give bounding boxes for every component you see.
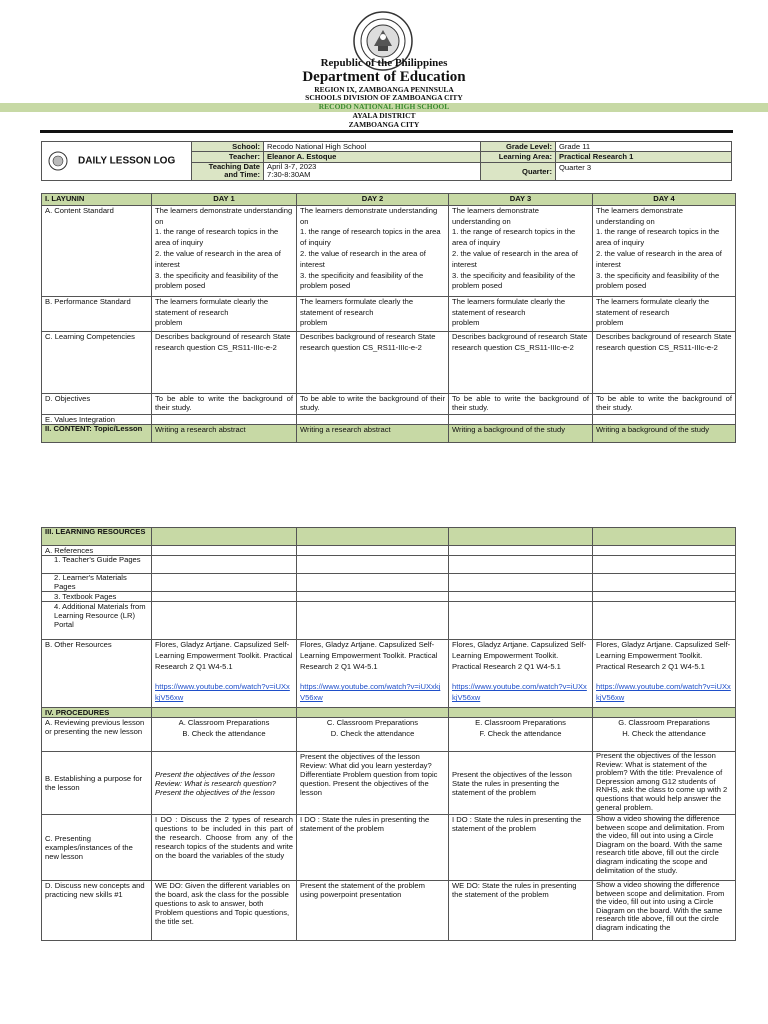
date-range: April 3-7, 2023 [267,162,317,171]
objectives-table [41,193,736,443]
other-resources-label: B. Other Resources [42,640,152,708]
time-range: 7:30-8:30AM [267,170,311,180]
textbook-pages-label: 3. Textbook Pages [42,592,152,602]
proc-day1 [152,708,297,718]
reviewing-day4 [593,718,736,752]
am-day1 [152,602,297,640]
youtube-link[interactable]: https://www.youtube.com/watch?v=iUXxkjV56xw [596,682,731,703]
lr-day4 [593,528,736,546]
tb-day4 [593,592,736,602]
objectives-day4: To be able to write the background of their study. [593,393,736,414]
content-standard-day3: The learners demonstrate understanding on 1. the range of research topics in the area of inquiry 2. the value of research in the area of interest 3. the specificity and feasibility of the problem posed [449,205,593,296]
header-divider [40,130,733,133]
procedures-table [41,527,736,941]
school-value: Recodo National High School [264,142,481,152]
lr-day3 [449,528,593,546]
purpose-day1: Present the objectives of the lesson Review: What is research question? Present the objectives of the lesson [152,752,297,815]
resource-citation: Flores, Gladyz Artjane. Capsulized Self-Learning Empowerment Toolkit. Practical Research 2 Q1 W4-5.1 [452,640,587,671]
lr-day1 [152,528,297,546]
city-line: ZAMBOANGA CITY [348,120,420,129]
tg-day3 [449,556,593,574]
area-label: Learning Area: [481,152,556,162]
tg-day1 [152,556,297,574]
purpose-day4: Present the objectives of the lesson Review: What is statement of the problem? With the title: Prevalence of Depression among G12 students of RNHS, ask the class to come up with 2 questions that would help answer the general problem. [593,752,736,815]
performance-standard-day1: The learners formulate clearly the statement of research problem [152,296,297,331]
other-resources-day4 [593,640,736,708]
area-value: Practical Research 1 [556,152,732,162]
day-4-header: DAY 4 [593,194,736,206]
list-item: C. Classroom Preparations [326,718,419,727]
tb-day2 [297,592,449,602]
list-item: G. Classroom Preparations [618,718,710,727]
school-label: School: [192,142,264,152]
lesson-info-table [41,141,732,181]
department-line: Department of Education [302,69,466,85]
other-resources-day2 [297,640,449,708]
reviewing-label: A. Reviewing previous lesson or presenting the new lesson [42,718,152,752]
values-day1 [152,414,297,424]
list-item: A. Classroom Preparations [178,718,270,727]
day-2-header: DAY 2 [297,194,449,206]
discuss-day4: Show a video showing the difference between scope and delimitation. From the video, fill out into using a Circle Diagram on the board. With the same research title above, fill out the circle diagram indicating the [593,881,736,941]
district-line: AYALA DISTRICT [352,111,416,120]
discuss-label: D. Discuss new concepts and practicing new skills #1 [42,881,152,941]
ref-day4 [593,546,736,556]
lm-day1 [152,574,297,592]
presenting-day2: I DO : State the rules in presenting the statement of the problem [297,815,449,881]
date-label: Teaching Date and Time: [192,162,264,180]
discuss-day2: Present the statement of the problem using powerpoint presentation [297,881,449,941]
proc-day4 [593,708,736,718]
values-day4 [593,414,736,424]
content-day3: Writing a background of the study [449,424,593,442]
competencies-day1: Describes background of research State research question CS_RS11-IIIc-e-2 [152,331,297,393]
list-item: D. Check the attendance [330,728,415,738]
deped-small-logo [48,151,68,171]
discuss-day3: WE DO: State the rules in presenting the statement of the problem [449,881,593,941]
other-resources-day1 [152,640,297,708]
ref-day1 [152,546,297,556]
teachers-guide-label: 1. Teacher's Guide Pages [42,556,152,574]
content-standard-label: A. Content Standard [42,205,152,296]
ref-day2 [297,546,449,556]
content-day2: Writing a research abstract [297,424,449,442]
division-line: SCHOOLS DIVISION OF ZAMBOANGA CITY [305,93,463,102]
objectives-day2: To be able to write the background of their study. [297,393,449,414]
content-standard-day2: The learners demonstrate understanding on 1. the range of research topics in the area of inquiry 2. the value of research in the area of interest 3. the specificity and feasibility of the problem posed [297,205,449,296]
resource-citation: Flores, Gladyz Artjane. Capsulized Self-Learning Empowerment Toolkit. Practical Research 2 Q1 W4-5.1 [155,640,293,671]
presenting-day4: Show a video showing the difference between scope and delimitation. From the video, fill out into using a Circle Diagram on the board. With the same research title above, fill out the circle diagram indicating the scope and delimitation of the study. [593,815,736,881]
other-resources-day3 [449,640,593,708]
references-label: A. References [42,546,152,556]
competencies-day3: Describes background of research State research question CS_RS11-IIIc-e-2 [449,331,593,393]
quarter-label: Quarter: [481,162,556,180]
youtube-link[interactable]: https://www.youtube.com/watch?v=iUXxkjV56xw [155,682,290,703]
content-topic-label: II. CONTENT: Topic/Lesson [42,424,152,442]
log-title: DAILY LESSON LOG [78,155,176,167]
am-day3 [449,602,593,640]
learning-resources-heading: III. LEARNING RESOURCES [42,528,152,546]
resource-citation: Flores, Gladyz Artjane. Capsulized Self-Learning Empowerment Toolkit. Practical Research 2 Q1 W4-5.1 [300,640,438,671]
youtube-link[interactable]: https://www.youtube.com/watch?v=iUXxkjV56xw [452,682,587,703]
list-item: H. Check the attendance [622,728,706,738]
values-label: E. Values Integration [42,414,152,424]
purpose-day2: Present the objectives of the lesson Review: What did you learn yesterday? Differentiate Problem question from topic question. Present the objectives of the lesson [297,752,449,815]
proc-day2 [297,708,449,718]
performance-standard-day2: The learners formulate clearly the statement of research problem [297,296,449,331]
values-day2 [297,414,449,424]
proc-day3 [449,708,593,718]
performance-standard-day4: The learners formulate clearly the statement of research problem [593,296,736,331]
list-item: B. Check the attendance [182,728,266,738]
presenting-day3: I DO : State the rules in presenting the statement of the problem [449,815,593,881]
competencies-day4: Describes background of research State research question CS_RS11-IIIc-e-2 [593,331,736,393]
day-1-header: DAY 1 [152,194,297,206]
presenting-day1: I DO : Discuss the 2 types of research questions to be included in this part of the research. Choose from any of the research topics of the students and write on the board the variables of the study [152,815,297,881]
objectives-label: D. Objectives [42,393,152,414]
grade-label: Grade Level: [481,142,556,152]
reviewing-day3 [449,718,593,752]
content-day1: Writing a research abstract [152,424,297,442]
values-day3 [449,414,593,424]
grade-value: Grade 11 [556,142,732,152]
day-3-header: DAY 3 [449,194,593,206]
teacher-label: Teacher: [192,152,264,162]
date-value [264,162,481,180]
log-title-cell [42,142,192,181]
list-item: F. Check the attendance [479,728,562,738]
school-name-line: RECODO NATIONAL HIGH SCHOOL [0,103,768,112]
content-day4: Writing a background of the study [593,424,736,442]
additional-materials-label: 4. Additional Materials from Learning Resource (LR) Portal [42,602,152,640]
list-item: E. Classroom Preparations [475,718,566,727]
republic-line: Republic of the Philippines [320,57,448,69]
presenting-label: C. Presenting examples/instances of the new lesson [42,815,152,881]
region-line: REGION IX, ZAMBOANGA PENINSULA [314,85,454,94]
lm-day3 [449,574,593,592]
content-standard-day1: The learners demonstrate understanding on 1. the range of research topics in the area of inquiry 2. the value of research in the area of interest 3. the specificity and feasibility of the problem posed [152,205,297,296]
purpose-label: B. Establishing a purpose for the lesson [42,752,152,815]
reviewing-day1 [152,718,297,752]
tb-day3 [449,592,593,602]
lm-day4 [593,574,736,592]
lm-day2 [297,574,449,592]
layunin-heading: I. LAYUNIN [42,194,152,206]
teacher-value: Eleanor A. Estoque [264,152,481,162]
youtube-link[interactable]: https://www.youtube.com/watch?v=iUXxkjV56xw [300,682,441,703]
purpose-day3: Present the objectives of the lesson State the rules in presenting the statement of the problem [449,752,593,815]
content-standard-day4: The learners demonstrate understanding on 1. the range of research topics in the area of inquiry 2. the value of research in the area of interest 3. the specificity and feasibility of the problem posed [593,205,736,296]
learners-materials-label: 2. Learner's Materials Pages [42,574,152,592]
tg-day4 [593,556,736,574]
lr-day2 [297,528,449,546]
objectives-day3: To be able to write the background of their study. [449,393,593,414]
performance-standard-label: B. Performance Standard [42,296,152,331]
resource-citation: Flores, Gladyz Artjane. Capsulized Self-Learning Empowerment Toolkit. Practical Research 2 Q1 W4-5.1 [596,640,731,671]
procedures-heading: IV. PROCEDURES [42,708,152,718]
competencies-label: C. Learning Competencies [42,331,152,393]
reviewing-day2 [297,718,449,752]
am-day4 [593,602,736,640]
tb-day1 [152,592,297,602]
competencies-day2: Describes background of research State research question CS_RS11-IIIc-e-2 [297,331,449,393]
performance-standard-day3: The learners formulate clearly the statement of research problem [449,296,593,331]
objectives-day1: To be able to write the background of their study. [152,393,297,414]
discuss-day1: WE DO: Given the different variables on the board, ask the class for the possible questions to ask to answer, both Problem questions and Topic questions, the title set. [152,881,297,941]
quarter-value: Quarter 3 [556,162,732,180]
ref-day3 [449,546,593,556]
tg-day2 [297,556,449,574]
am-day2 [297,602,449,640]
